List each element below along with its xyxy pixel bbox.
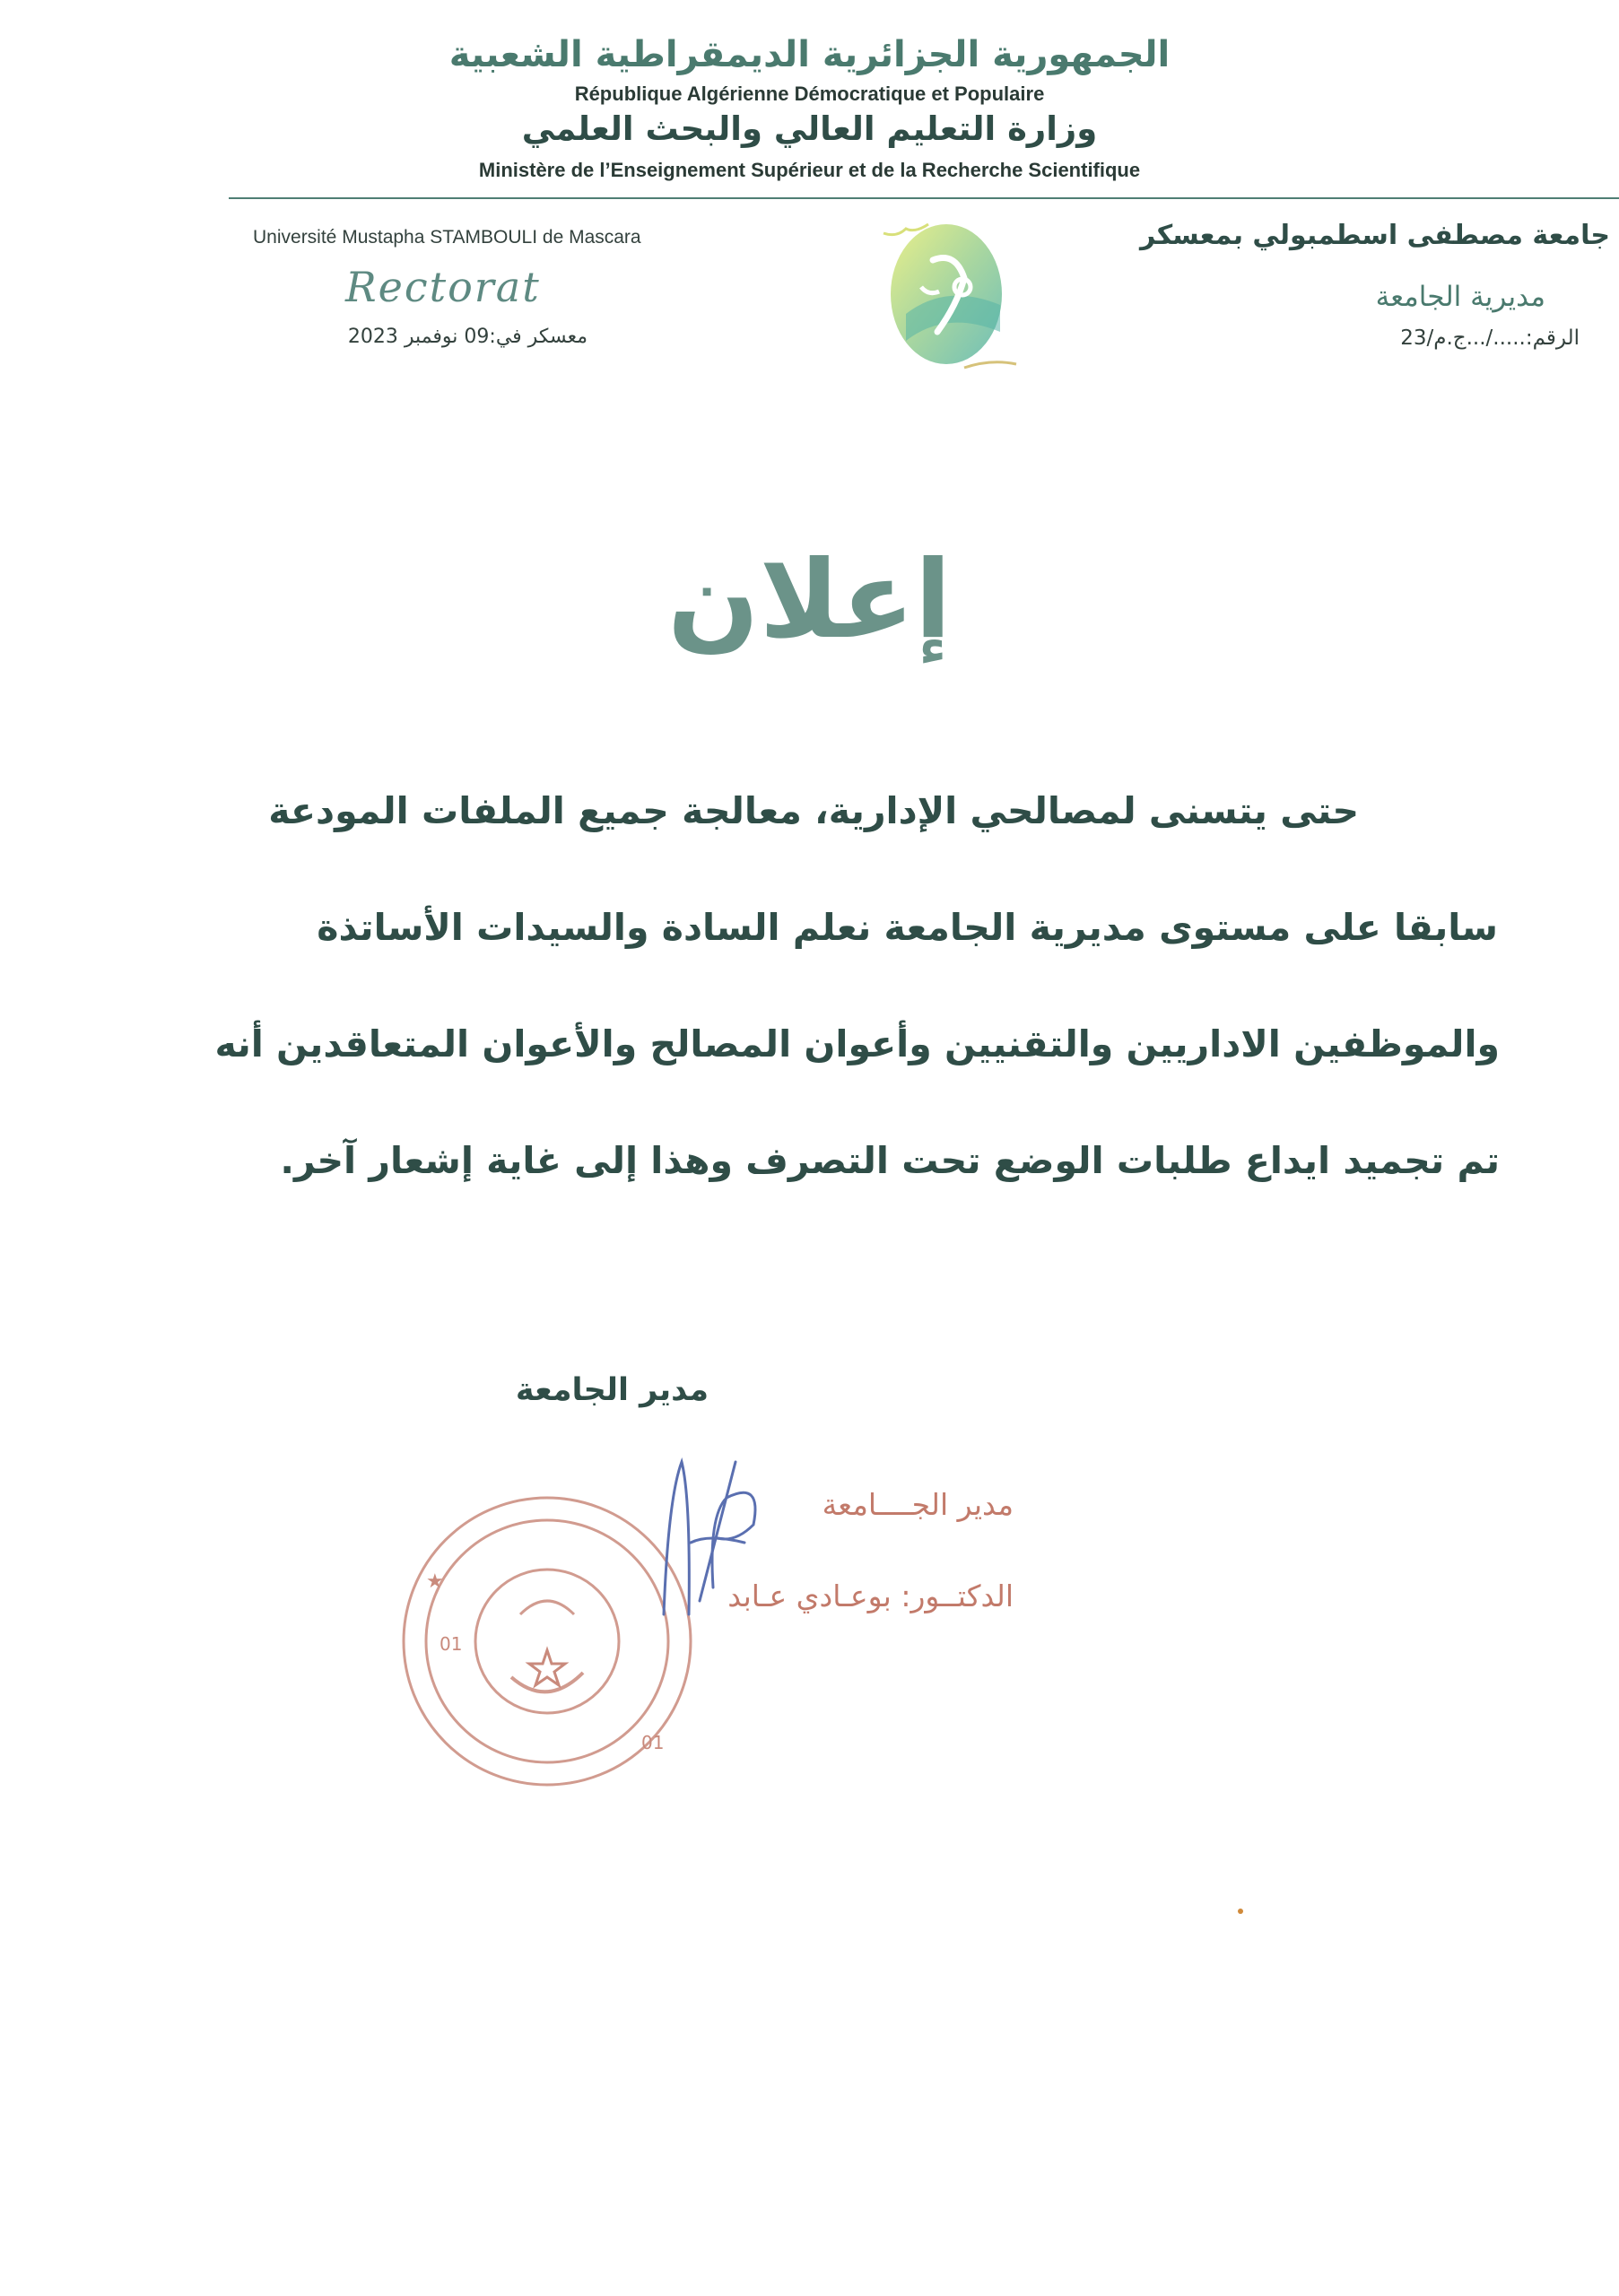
directorate-label: مديرية الجامعة <box>1375 281 1545 313</box>
reference-number: الرقم:...../...ج.م/23 <box>1400 326 1580 350</box>
paper-speck <box>1238 1909 1243 1914</box>
svg-text:★: ★ <box>426 1570 444 1593</box>
svg-text:01: 01 <box>440 1633 463 1655</box>
rectorat-label: Rectorat <box>345 263 541 311</box>
body-line-2: سابقا على مستوى مديرية الجامعة نعلم السادة والسيدات الأساتذة <box>317 906 1498 949</box>
stamp-director-name: الدكتــور: بوعـادي عـابد <box>727 1578 1014 1613</box>
university-name-ar: جامعة مصطفى اسطمبولي بمعسكر <box>1140 220 1610 251</box>
body-line-1: حتى يتسنى لمصالحي الإدارية، معالجة جميع الملفات المودعة <box>268 789 1359 832</box>
svg-text:01: 01 <box>641 1732 665 1753</box>
announcement-title: إعلان <box>667 538 952 663</box>
university-name-fr: Université Mustapha STAMBOULI de Mascara <box>253 227 641 248</box>
stamp-director-title: مدير الجــــامعة <box>822 1487 1014 1522</box>
republic-title-fr: République Algérienne Démocratique et Populaire <box>574 83 1045 105</box>
ministry-title-fr: Ministère de l’Enseignement Supérieur et de la Recherche Scientifique <box>478 159 1141 181</box>
body-line-4: تم تجميد ايداع طلبات الوضع تحت التصرف وهذا إلى غاية إشعار آخر. <box>280 1139 1500 1182</box>
ministry-title-ar: وزارة التعليم العالي والبحث العلمي <box>521 109 1098 148</box>
body-line-3: والموظفين الاداريين والتقنيين وأعوان المصالح والأعوان المتعاقدين أنه <box>214 1022 1500 1065</box>
university-logo-icon <box>857 197 1036 377</box>
place-date: معسكر في:09 نوفمبر 2023 <box>347 326 588 348</box>
signatory-title: مدير الجامعة <box>515 1372 709 1408</box>
republic-title-ar: الجمهورية الجزائرية الديمقراطية الشعبية <box>448 34 1171 75</box>
